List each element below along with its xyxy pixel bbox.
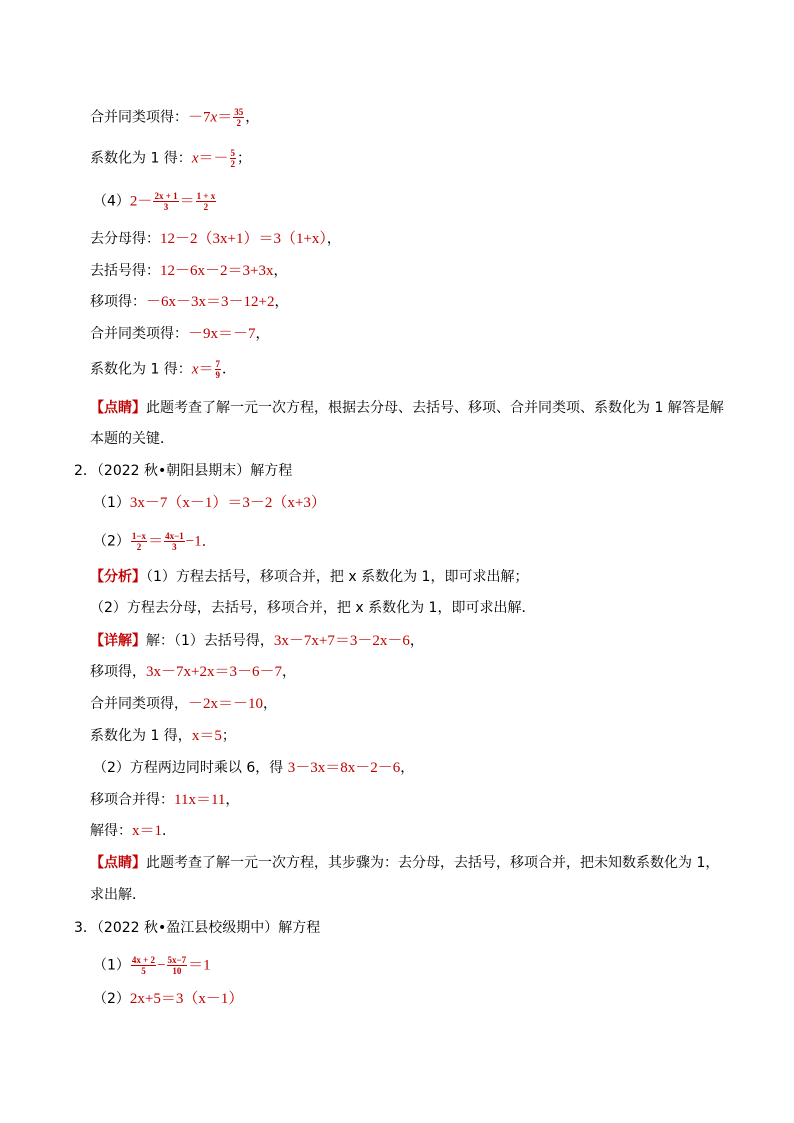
fraction: $\frac{2x + 1}{3}$ bbox=[154, 191, 178, 212]
step-coefficient-to-one-2: 系数化为 1 得：x＝ $\frac{7}{9}$ ． bbox=[90, 359, 236, 380]
step-move-terms: 移项得：－6x－3x＝3－12+2， bbox=[90, 294, 289, 310]
solution-part-2-combine: 移项合并得：11x＝11， bbox=[90, 792, 240, 808]
solution-part-2-multiply: （2）方程两边同时乘以 6，得 3－3x＝8x－2－6， bbox=[93, 760, 415, 776]
fraction: $\frac{4x + 2}{5}$ bbox=[131, 955, 156, 976]
step-coefficient-to-one: 系数化为 1 得：x＝－ $\frac{5}{2}$ ； bbox=[90, 148, 251, 169]
fraction: $\frac{4x-1}{3}$ bbox=[165, 531, 184, 552]
comment-point-1: 【点睛】此题考查了解一元一次方程，根据去分母、去括号、移项、合并同类项、系数化为 1 解答是解 bbox=[90, 400, 724, 416]
solution-step-move: 移项得，3x－7x+2x＝3－6－7， bbox=[90, 664, 296, 680]
question-3-heading: 3．（2022 秋•盈江县校级期中）解方程 bbox=[74, 920, 321, 936]
comment-point-2-cont: 求出解． bbox=[90, 887, 146, 903]
fraction: $\frac{1 + x}{2}$ bbox=[196, 191, 216, 212]
step-combine-like-terms-2: 合并同类项得：－9x＝－7， bbox=[90, 326, 270, 342]
fraction: $\frac{5}{2}$ bbox=[230, 148, 235, 169]
solution-detail: 【详解】解：（1）去括号得，3x－7x+7＝3－2x－6， bbox=[90, 633, 424, 649]
comment-point-1-cont: 本题的关键． bbox=[90, 431, 174, 447]
math-expression: x＝ bbox=[191, 361, 214, 378]
comment-point-2: 【点睛】此题考查了解一元一次方程，其步骤为：去分母，去括号，移项合并，把未知数系数化为 1， bbox=[90, 855, 720, 871]
math-expression: －7x＝ bbox=[188, 109, 233, 126]
question-2-part-1: （1）3x－7（x－1）＝3－2（x+3） bbox=[93, 495, 326, 511]
equation-4: （4）2－ $\frac{2x + 1}{3}$ ＝ $\frac{1 + x}{2}$ bbox=[93, 191, 216, 212]
fraction: $\frac{7}{9}$ bbox=[215, 359, 220, 380]
fraction: $\frac{35}{2}$ bbox=[234, 107, 244, 128]
step-combine-like-terms: 合并同类项得：－7x＝ $\frac{35}{2}$ ， bbox=[90, 107, 260, 128]
step-remove-denominator: 去分母得：12－2（3x+1）＝3（1+x）， bbox=[90, 231, 341, 247]
analysis-section-cont: （2）方程去分母，去括号，移项合并，把 x 系数化为 1，即可求出解． bbox=[90, 600, 536, 616]
question-2-part-2: （2） $\frac{1-x}{2}$ ＝ $\frac{4x-1}{3}$ −1． bbox=[93, 531, 217, 552]
step-remove-brackets: 去括号得：12－6x－2＝3+3x， bbox=[90, 263, 288, 279]
solution-part-2-result: 解得：x＝1． bbox=[90, 823, 177, 839]
question-3-part-2: （2）2x+5＝3（x－1） bbox=[93, 991, 244, 1007]
analysis-section: 【分析】（1）方程去括号，移项合并，把 x 系数化为 1，即可求出解； bbox=[90, 569, 529, 585]
fraction: $\frac{1-x}{2}$ bbox=[131, 531, 147, 552]
question-3-part-1: （1） $\frac{4x + 2}{5}$ − $\frac{5x-7}{10}$ ＝1 bbox=[93, 955, 211, 976]
solution-step-coefficient: 系数化为 1 得，x＝5； bbox=[90, 728, 236, 744]
fraction: $\frac{5x-7}{10}$ bbox=[167, 955, 187, 976]
solution-step-combine: 合并同类项得，－2x＝－10， bbox=[90, 696, 278, 712]
question-2-heading: 2．（2022 秋•朝阳县期末）解方程 bbox=[74, 463, 293, 479]
math-expression: x＝－ bbox=[191, 150, 229, 167]
